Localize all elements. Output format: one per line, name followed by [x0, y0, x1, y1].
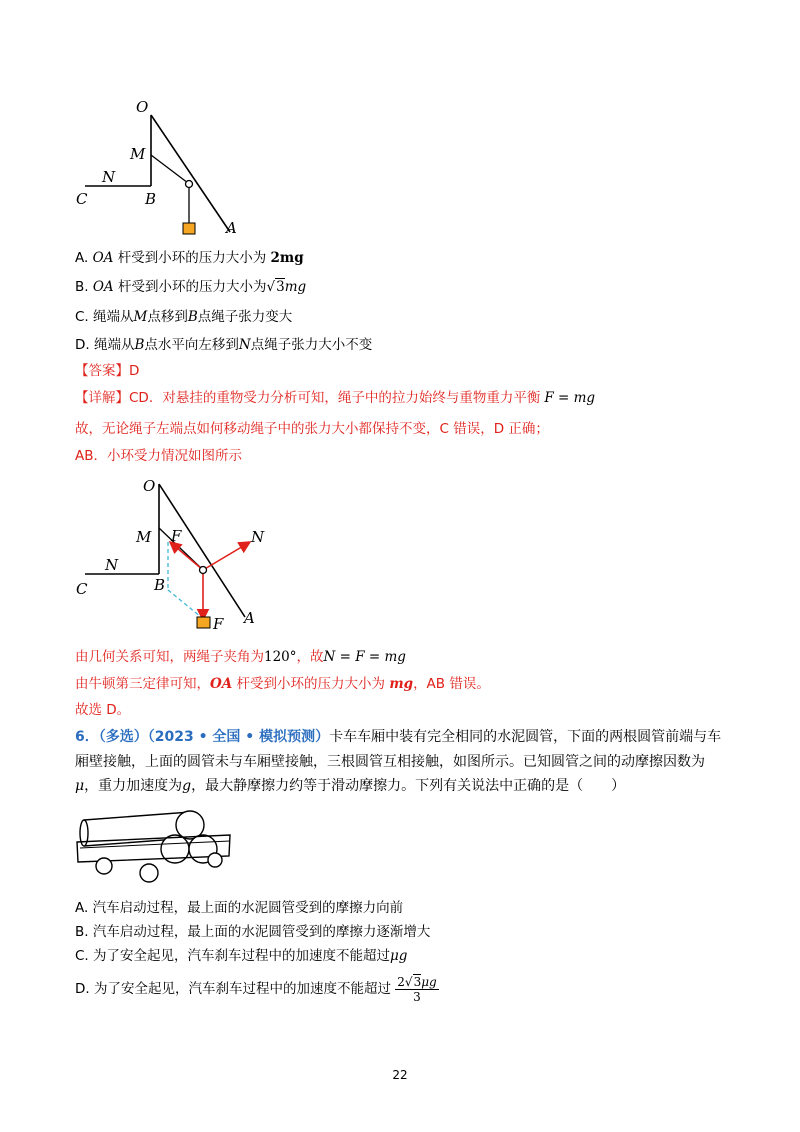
label-C: C: [76, 580, 88, 598]
label-B: B: [145, 190, 157, 208]
label-N-force: N: [251, 528, 265, 546]
label-M: M: [130, 145, 146, 163]
fraction-2sqrt3-mug-over-3: $\frac{2√3\mu g}{3}$: [397, 974, 437, 1004]
weight-block: [183, 223, 195, 234]
force-arrow-f-rope: [170, 542, 203, 570]
conclusion-line-3: 故选 D。: [75, 702, 131, 718]
answer-label: 【答案】: [75, 363, 129, 379]
q6-line-2: 厢壁接触，上面的圆管未与车厢壁接触，三根圆管互相接触，如图所示。已知圆管之间的动摩擦因数为: [75, 754, 705, 770]
formula-f-mg: F = mg: [544, 390, 596, 406]
force-arrow-n: [203, 542, 250, 570]
label-N: N: [105, 556, 119, 574]
detail-label: 【详解】: [75, 390, 129, 406]
dashed-line-diagonal: [168, 590, 201, 617]
label-N: N: [102, 168, 116, 186]
wheel-front-right: [208, 853, 222, 867]
q6-option-b[interactable]: B. 汽车启动过程，最上面的水泥圆管受到的摩擦力逐渐增大: [75, 924, 431, 940]
label-F-bottom: F: [213, 615, 224, 633]
small-ring: [200, 567, 207, 574]
label-C: C: [76, 190, 88, 208]
q6-option-a[interactable]: A. 汽车启动过程，最上面的水泥圆管受到的摩擦力向前: [75, 900, 404, 916]
detail-line-1: 【详解】CD．对悬挂的重物受力分析可知，绳子中的拉力始终与重物重力平衡 F = mg: [75, 390, 596, 406]
figure-force-analysis-diagram: [70, 472, 270, 637]
q6-line-1: 6．（多选）（2023 • 全国 • 模拟预测）卡车车厢中装有完全相同的水泥圆管，下面的两根圆管前端与车: [75, 729, 722, 745]
label-M: M: [136, 528, 152, 546]
answer-value: D: [129, 363, 140, 379]
conclusion-line-2: 由牛顿第三定律可知，OA 杆受到小环的压力大小为 mg，AB 错误。: [75, 676, 490, 692]
small-ring: [186, 181, 193, 188]
q6-number: 6．: [75, 729, 99, 745]
option-a[interactable]: A. OA 杆受到小环的压力大小为 2mg: [75, 250, 304, 266]
q6-option-c[interactable]: C. 为了安全起见，汽车刹车过程中的加速度不能超过μg: [75, 948, 408, 964]
q6-line-3: μ，重力加速度为g，最大静摩擦力约等于滑动摩擦力。下列有关说法中正确的是（ ）: [75, 778, 626, 794]
label-O: O: [136, 98, 149, 116]
label-A: A: [226, 219, 237, 237]
option-d[interactable]: D. 绳端从B点水平向左移到N点绳子张力大小不变: [75, 337, 373, 353]
option-c[interactable]: C. 绳端从M点移到B点绳子张力变大: [75, 309, 293, 325]
rope-M-ring: [151, 155, 188, 183]
figure-truck-pipes: [72, 800, 237, 890]
page-number: 22: [392, 1068, 408, 1082]
rod-OA: [151, 115, 230, 232]
option-b[interactable]: B. OA 杆受到小环的压力大小为√3mg: [75, 279, 307, 295]
answer-line: [75, 361, 139, 381]
q6-option-d[interactable]: D. 为了安全起见，汽车刹车过程中的加速度不能超过 $\frac{2√3\mu g}{3}$: [75, 974, 437, 1004]
label-A: A: [244, 609, 255, 627]
wheel-rear: [96, 858, 112, 874]
wheel-front: [140, 864, 158, 882]
formula-n-f-mg: N = F = mg: [323, 649, 406, 665]
weight-block: [197, 617, 210, 628]
conclusion-line-1: 由几何关系可知，两绳子夹角为120°，故N = F = mg: [75, 649, 406, 665]
figure-rod-ring-diagram: [70, 95, 260, 245]
rod-OA: [159, 484, 245, 617]
label-F-top: F: [171, 527, 182, 545]
label-B: B: [154, 576, 166, 594]
detail-line-3: AB．小环受力情况如图所示: [75, 448, 242, 464]
q6-tag: （多选）（2023 • 全国 • 模拟预测）: [98, 729, 330, 745]
detail-line-2: 故，无论绳子左端点如何移动绳子中的张力大小都保持不变，C 错误，D 正确；: [75, 421, 549, 437]
label-O: O: [143, 477, 156, 495]
